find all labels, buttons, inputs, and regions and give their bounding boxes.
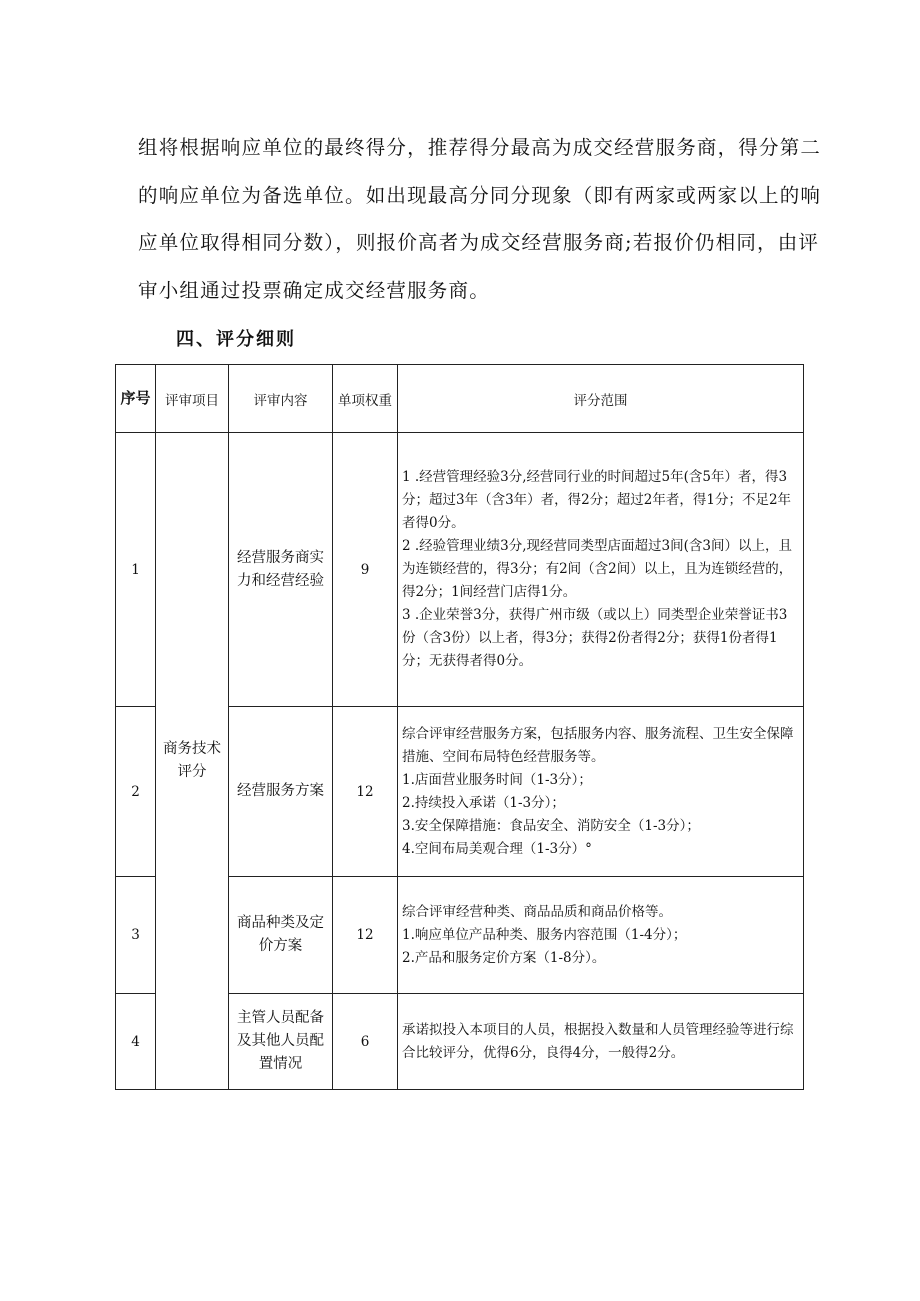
intro-paragraph — [138, 124, 822, 314]
range-line: 4.空间布局美观合理（1-3分）° — [402, 840, 592, 857]
row-content: 经营服务方案 — [229, 707, 333, 877]
range-line: 1.响应单位产品种类、服务内容范围（1-4分）； — [402, 926, 687, 943]
header-range: 评分范围 — [398, 365, 804, 433]
paragraph-line: 审小组通过投票确定成交经营服务商。 — [138, 278, 490, 302]
row-weight: 6 — [333, 994, 398, 1090]
row-weight: 12 — [333, 707, 398, 877]
row-seq: 1 — [116, 433, 156, 707]
range-line: 3.安全保障措施：食品安全、消防安全（1-3分）； — [402, 817, 700, 834]
range-line: 2.持续投入承诺（1-3分）； — [402, 794, 565, 811]
row-weight: 12 — [333, 877, 398, 994]
scoring-table — [115, 364, 804, 1090]
range-line: 2.产品和服务定价方案（1-8分）。 — [402, 949, 606, 966]
row-seq: 3 — [116, 877, 156, 994]
header-weight: 单项权重 — [333, 365, 398, 433]
range-line: 1 .经营管理经验3分,经营同行业的时间超过5年(含5年）者，得3分；超过3年（含3年）者，得2分；超过2年者，得1分；不足2年者得0分。 — [402, 469, 792, 531]
row-weight: 9 — [333, 433, 398, 707]
row-seq: 4 — [116, 994, 156, 1090]
section-heading: 四、评分细则 — [176, 329, 296, 350]
row-content: 主管人员配备及其他人员配置情况 — [229, 994, 333, 1090]
row-content: 经营服务商实力和经营经验 — [229, 433, 333, 707]
row-content: 商品种类及定价方案 — [229, 877, 333, 994]
range-line: 承诺拟投入本项目的人员，根据投入数量和人员管理经验等进行综合比较评分，优得6分，良得4分，一般得2分。 — [402, 1021, 794, 1061]
row-range — [398, 994, 804, 1090]
range-line: 2 .经验管理业绩3分,现经营同类型店面超过3间(含3间）以上，且为连锁经营的，得3分；有2间（含2间）以上，且为连锁经营的，得2分；1间经营门店得1分。 — [402, 538, 793, 600]
header-project: 评审项目 — [156, 365, 229, 433]
table-row — [116, 433, 804, 707]
project-cell: 商务技术评分 — [156, 433, 229, 1090]
row-range — [398, 877, 804, 994]
range-line: 1.店面营业服务时间（1-3分）； — [402, 771, 592, 788]
row-seq: 2 — [116, 707, 156, 877]
paragraph-line: 组将根据响应单位的最终得分，推荐得分最高为成交经营服务商，得分第二 — [138, 136, 822, 159]
paragraph-line: 应单位取得相同分数），则报价高者为成交经营服务商;若报价仍相同，由评 — [138, 231, 820, 254]
range-line: 综合评审经营种类、商品品质和商品价格等。 — [402, 903, 672, 920]
row-range — [398, 707, 804, 877]
row-range — [398, 433, 804, 707]
range-line: 综合评审经营服务方案，包括服务内容、服务流程、卫生安全保障措施、空间布局特色经营服务等。 — [402, 725, 794, 765]
header-seq: 序号 — [116, 365, 156, 433]
paragraph-line: 的响应单位为备选单位。如出现最高分同分现象（即有两家或两家以上的响 — [138, 183, 822, 207]
range-line: 3 .企业荣誉3分，获得广州市级（或以上）同类型企业荣誉证书3份（含3份）以上者，得3分；获得2份者得2分；获得1份者得1分；无获得者得0分。 — [402, 607, 788, 669]
header-content: 评审内容 — [229, 365, 333, 433]
table-header-row — [116, 365, 804, 433]
